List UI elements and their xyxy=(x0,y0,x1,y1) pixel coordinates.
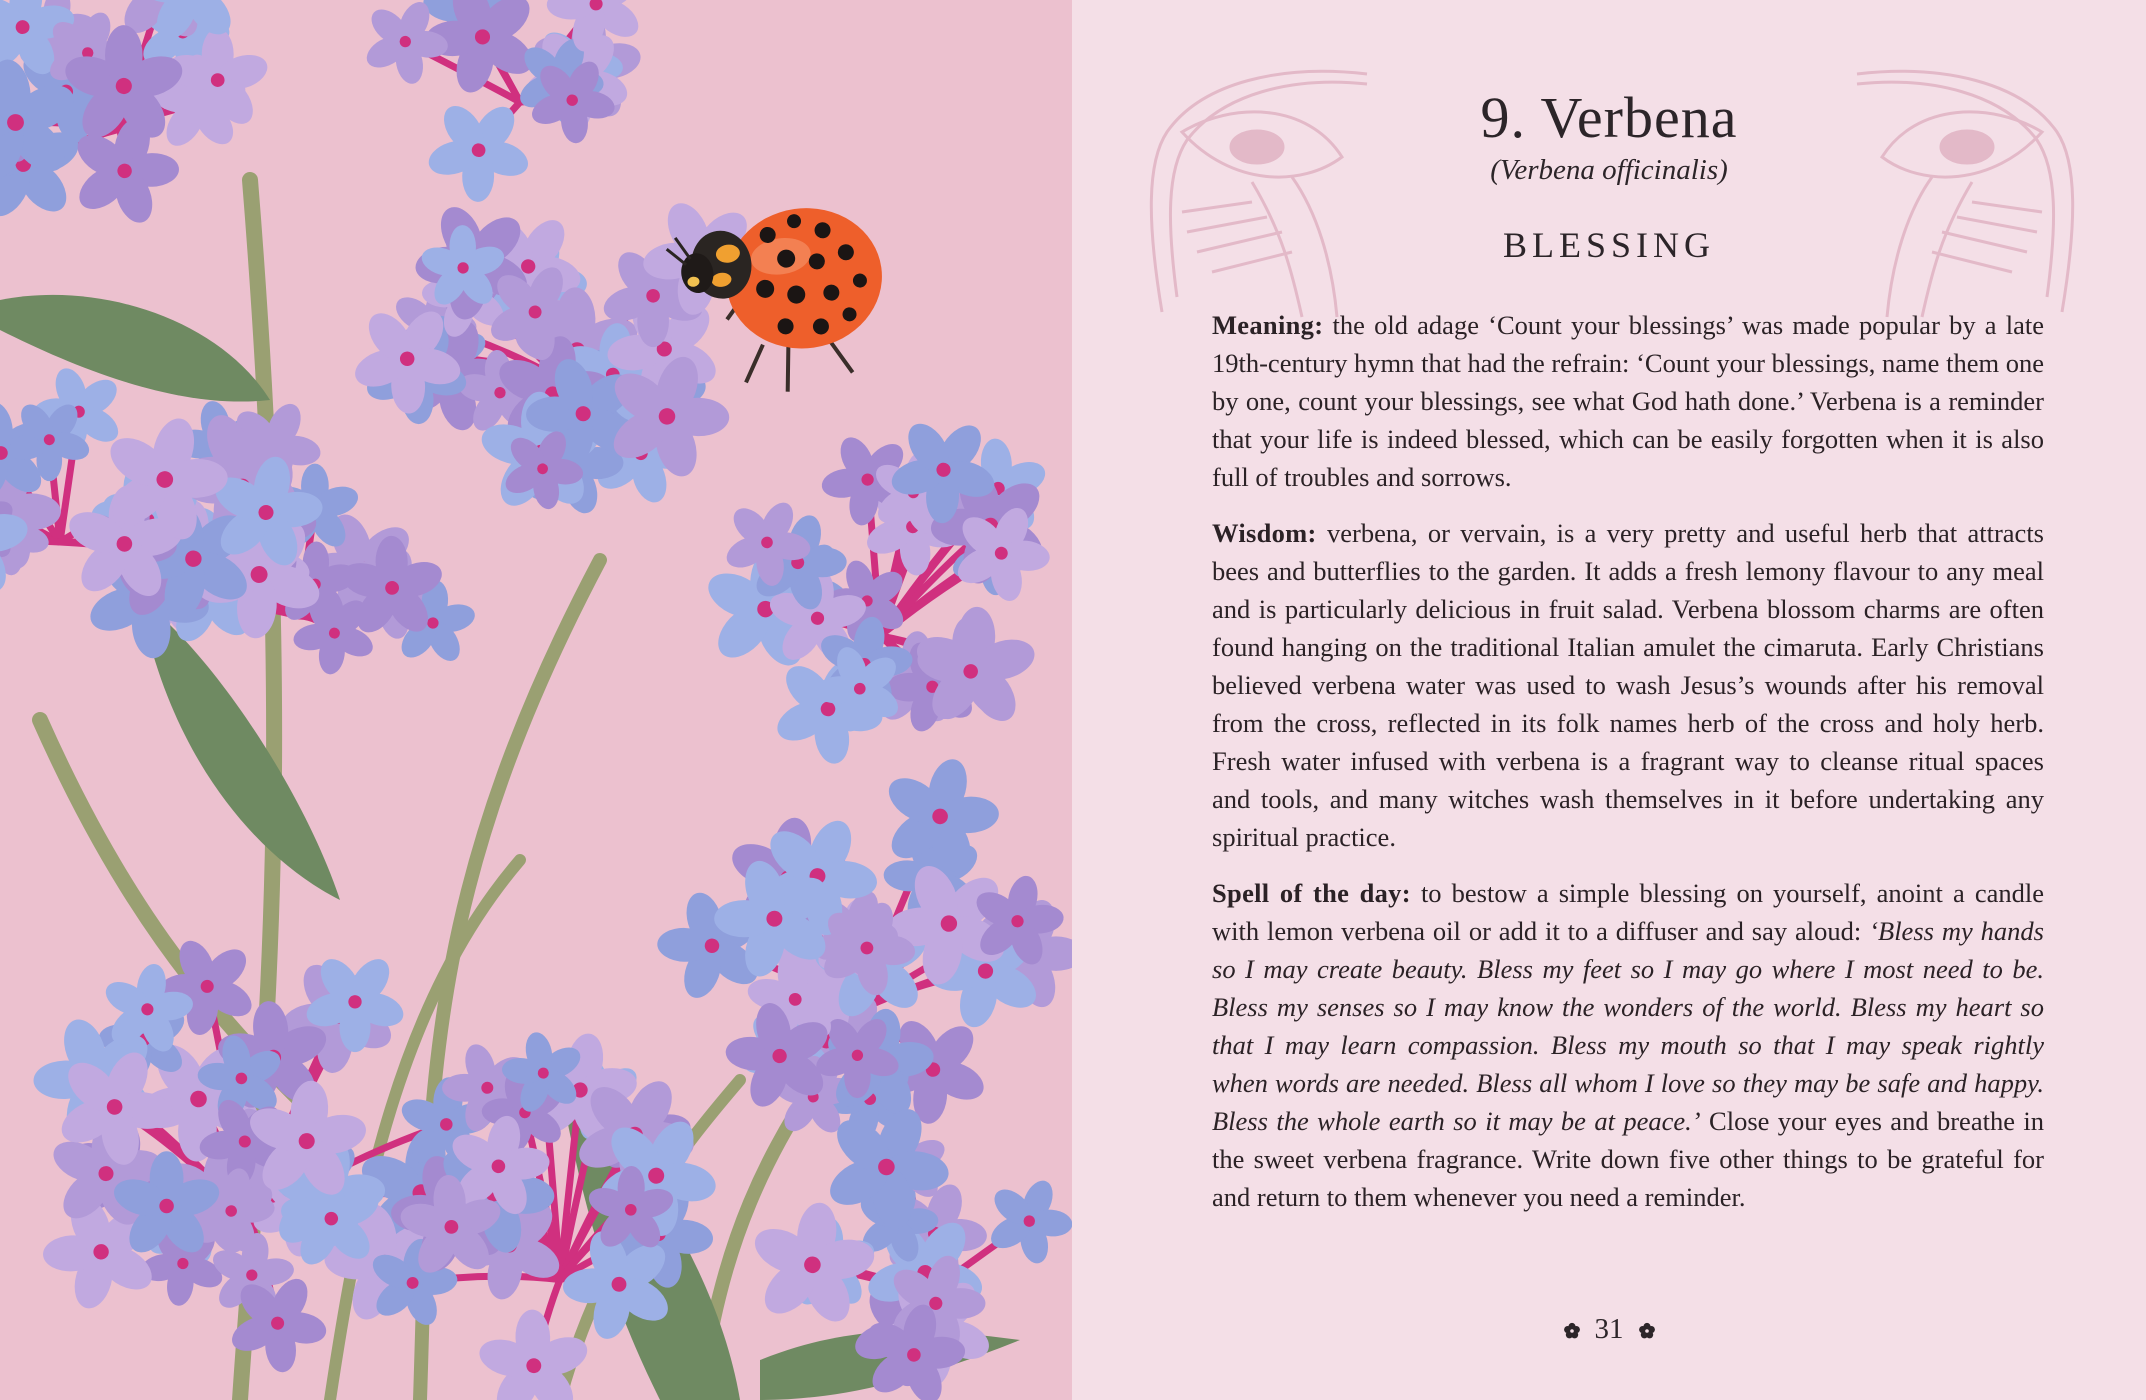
spell-intro-text: to bestow a simple blessing on yourself, anoint a candle with lemon verbena oil or add it to a diffuser and say aloud: xyxy=(1212,878,2044,946)
wisdom-label: Wisdom: xyxy=(1212,518,1317,548)
illustration-page xyxy=(0,0,1072,1400)
verbena-flower xyxy=(739,1194,886,1336)
spell-label: Spell of the day: xyxy=(1212,878,1411,908)
verbena-illustration xyxy=(0,0,1072,1400)
flower-bullet-icon xyxy=(1638,1322,1656,1340)
meaning-label: Meaning: xyxy=(1212,310,1324,340)
flower-bullet-icon xyxy=(1563,1322,1581,1340)
verbena-flower xyxy=(971,1164,1072,1278)
spell-closing-text: Close your eyes and breathe in the sweet verbena fragrance. Write down five other things to be grateful for and return to them whenever you need a reminder. xyxy=(1212,1106,2044,1212)
wisdom-text: verbena, or vervain, is a very pretty and useful herb that attracts bees and butterflies to the garden. It adds a fresh lemony flavour to any meal and is particularly delicious in fruit salad. Verbena blossom charms are often found hanging on the traditional Italian amulet the cimaruta. Early Christians believed verbena water was used to wash Jesus’s wounds after his removal from the cross, reflected in its folk names herb of the cross and holy herb. Fresh water infused with verbena is a fragrant way to cleanse ritual spaces and tools, and many witches wash themselves in it before undertaking any spiritual practice. xyxy=(1212,518,2044,852)
page-footer xyxy=(1072,1313,2146,1346)
entry-theme: BLESSING xyxy=(1502,225,1716,265)
page-number: 31 xyxy=(1594,1313,1624,1345)
entry-body xyxy=(1212,306,2044,1234)
spell-incantation: ‘Bless my hands so I may create beauty. Bless my feet so I may go where I most need to be. Bless my senses so I may know the wonders of the world. Bless my heart so that I may learn compassion. Bless my mouth so that I may speak rightly when words are needed. Bless all whom I love so they may be safe and happy. Bless the whole earth so it may be at peace.’ xyxy=(1212,916,2044,1136)
meaning-paragraph xyxy=(1212,306,2044,496)
entry-title: 9. Verbena xyxy=(1480,85,1738,150)
text-page xyxy=(1072,0,2146,1400)
latin-name: (Verbena officinalis) xyxy=(1490,154,1728,186)
spell-paragraph xyxy=(1212,874,2044,1216)
meaning-text: the old adage ‘Count your blessings’ was made popular by a late 19th-century hymn that had the refrain: ‘Count your blessings, name them one by one, count your blessings, see what God hath done.’ Verbena is a reminder that your life is indeed blessed, which can be easily forgotten when it is also full of troubles and sorrows. xyxy=(1212,310,2044,492)
leaf xyxy=(0,295,270,402)
verbena-flower xyxy=(462,1291,607,1400)
wisdom-paragraph xyxy=(1212,514,2044,856)
